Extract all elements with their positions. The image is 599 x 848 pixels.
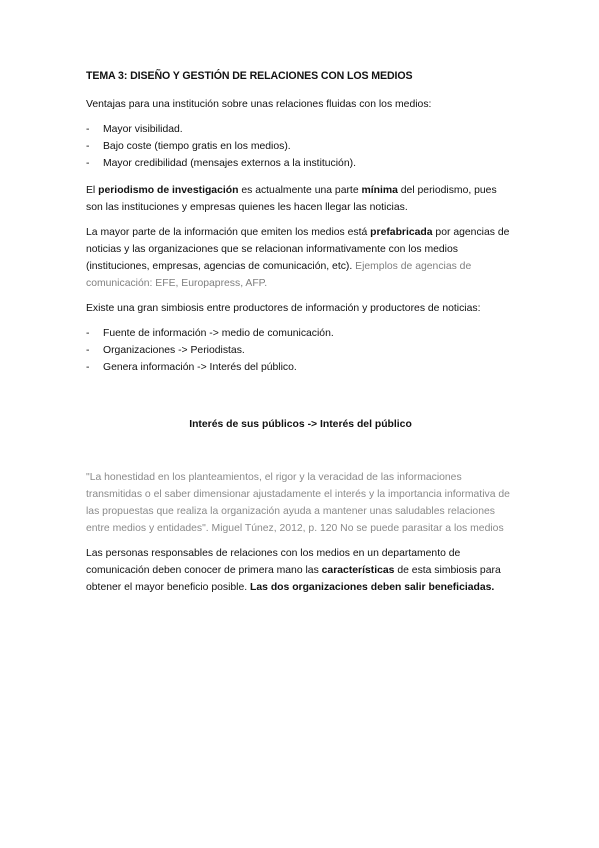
list-item-text: Organizaciones -> Periodistas.: [103, 345, 245, 356]
text-run: por agencias de noticias y las organizaciones que se relacionan informativamente con los medios (instituciones, empresas, agencias de comunicación, etc).: [86, 227, 510, 272]
dash-bullet: -: [86, 141, 90, 152]
informacion-paragraph: [86, 224, 515, 292]
dash-bullet: -: [86, 345, 90, 356]
list-item: [86, 359, 515, 376]
text-run: del periodismo, pues son las instituciones y empresas quienes les hacen llegar las noticias.: [86, 185, 497, 213]
bold-term: Las dos organizaciones deben salir beneficiadas.: [250, 582, 495, 593]
ventajas-list: [86, 121, 515, 172]
bold-term: prefabricada: [370, 227, 433, 238]
dash-bullet: -: [86, 124, 90, 135]
periodismo-paragraph: [86, 182, 515, 216]
list-item-text: Mayor visibilidad.: [103, 124, 183, 135]
list-item: [86, 155, 515, 172]
dash-bullet: -: [86, 158, 90, 169]
list-item-text: Genera información -> Interés del público.: [103, 362, 297, 373]
simbiosis-list: [86, 325, 515, 376]
text-run: Las personas responsables de relaciones con los medios en un departamento de comunicación deben conocer de primera mano las: [86, 548, 461, 576]
bold-term: periodismo de investigación: [98, 185, 239, 196]
grey-note: Ejemplos de agencias de comunicación: EFE, Europapress, AFP.: [86, 261, 472, 289]
bold-term: mínima: [361, 185, 398, 196]
bold-term: características: [321, 565, 395, 576]
list-item: [86, 138, 515, 155]
dash-bullet: -: [86, 328, 90, 339]
list-item: [86, 121, 515, 138]
list-item: [86, 342, 515, 359]
simbiosis-paragraph: Existe una gran simbiosis entre productores de información y productores de noticias:: [86, 303, 481, 314]
text-run: El: [86, 185, 99, 196]
text-run: La mayor parte de la información que emiten los medios está: [86, 227, 371, 238]
conclusion-paragraph: [86, 545, 515, 596]
quote-paragraph: "La honestidad en los planteamientos, el rigor y la veracidad de las informaciones transmitidas o el saber dimensionar ajustadamente el interés y la importancia informativa de las propuestas que realiza la organización ayuda a mantener unas saludables relaciones entre medios y entidades". Miguel Túnez, 2012, p. 120 No se puede parasitar a los medios: [86, 472, 510, 534]
text-run: es actualmente una parte: [238, 185, 362, 196]
intro-paragraph: Ventajas para una institución sobre unas relaciones fluidas con los medios:: [86, 99, 432, 110]
list-item-text: Bajo coste (tiempo gratis en los medios).: [103, 141, 291, 152]
list-item: [86, 325, 515, 342]
page-title: TEMA 3: DISEÑO Y GESTIÓN DE RELACIONES CON LOS MEDIOS: [86, 70, 413, 82]
list-item-text: Mayor credibilidad (mensajes externos a la institución).: [103, 158, 356, 169]
text-run: de esta simbiosis para obtener el mayor beneficio posible.: [86, 565, 501, 593]
list-item-text: Fuente de información -> medio de comunicación.: [103, 328, 334, 339]
dash-bullet: -: [86, 362, 90, 373]
centered-heading: Interés de sus públicos -> Interés del público: [189, 419, 412, 430]
